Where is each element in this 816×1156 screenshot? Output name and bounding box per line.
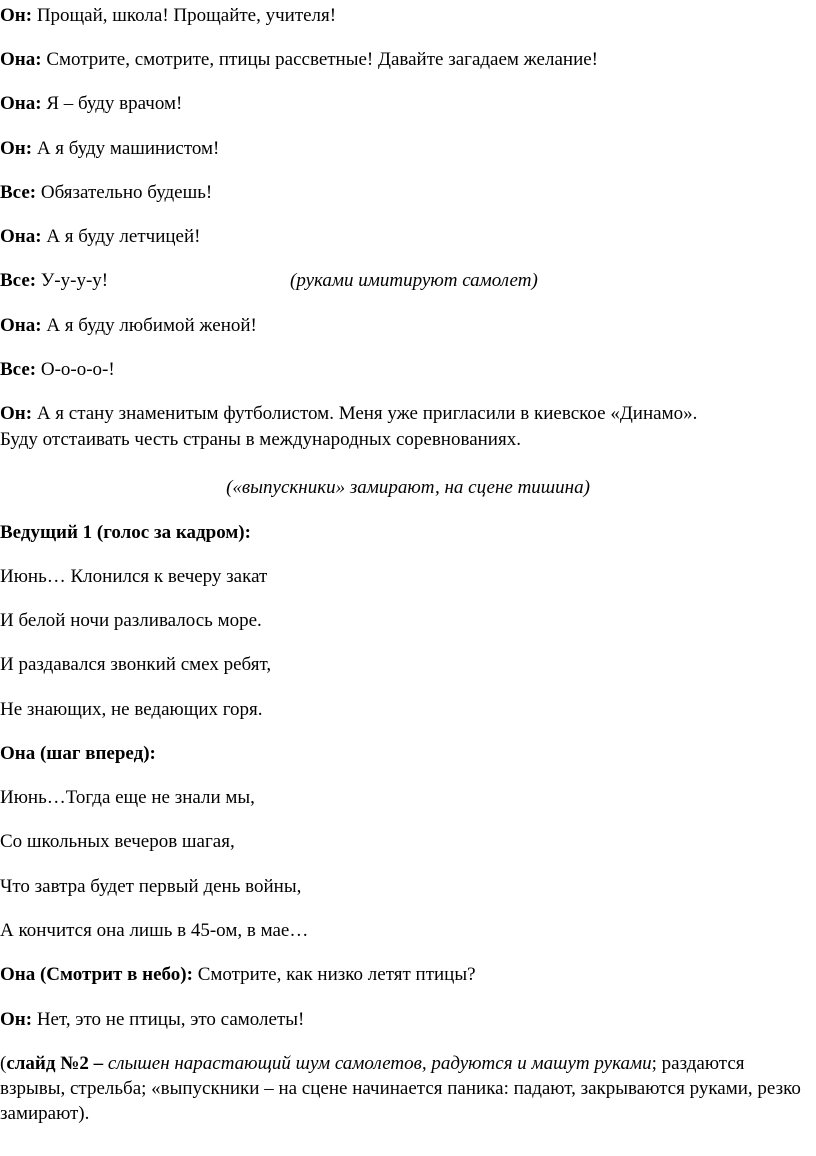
line-text: А я стану знаменитым футболистом. Меня уже пригласили в киевское «Динамо». [32,403,698,424]
poem-line: Что завтра будет первый день войны, [0,876,302,897]
dialogue-line-7 [0,269,108,293]
line-text: Я – буду врачом! [41,93,183,114]
poem-line: Июнь… Клонился к вечеру закат [0,566,268,587]
line-text: Смотрите, смотрите, птицы рассветные! Давайте загадаем желание! [41,49,598,70]
dialogue-line-sky [0,963,476,987]
stage-direction: («выпускники» замирают, на сцене тишина) [226,477,590,498]
dialogue-line-2 [0,48,598,72]
dialogue-line-5 [0,181,212,205]
poem-line: А кончится она лишь в 45-ом, в мае… [0,920,309,941]
slide-label: слайд №2 – [6,1053,104,1074]
speaker-label: Она: [0,315,42,336]
open-paren: ( [0,1053,7,1074]
speaker-label: Он: [0,1009,33,1030]
poem-line: И раздавался звонкий смех ребят, [0,654,272,675]
speaker-label: Все: [0,182,37,203]
speaker-label: Он: [0,138,33,159]
line-text: А я буду летчицей! [41,226,201,247]
poem-line: Со школьных вечеров шагая, [0,831,235,852]
dialogue-line-planes [0,1008,304,1032]
speaker-label: Она: [0,49,42,70]
speaker-label: Все: [0,270,37,291]
poem-line: И белой ночи разливалось море. [0,610,262,631]
line-text: У-у-у-у! [36,270,109,291]
stage-remark: (руками имитируют самолет) [290,270,538,291]
dialogue-line-8 [0,314,257,338]
direction-text: ; раздаются взрывы, стрельба; «выпускники – на сцене начинается паника: падают, закрываются руками, резко замирают). [0,1053,801,1124]
speaker-heading: Она (шаг вперед): [0,743,156,764]
direction-italic: слышен нарастающий шум самолетов, радуются и машут руками [103,1053,652,1074]
poem-line: Июнь…Тогда еще не знали мы, [0,787,255,808]
line-text: Смотрите, как низко летят птицы? [192,964,476,985]
host-heading: Ведущий 1 (голос за кадром): [0,522,251,543]
speaker-label: Он: [0,5,33,26]
dialogue-line-10 [0,402,697,426]
line-text: О-о-о-о-! [36,359,115,380]
line-text: Нет, это не птицы, это самолеты! [32,1009,305,1030]
line-text: А я буду машинистом! [32,138,220,159]
speaker-label: Он: [0,403,33,424]
dialogue-line-4 [0,137,219,161]
line-text: А я буду любимой женой! [41,315,257,336]
speaker-label: Она (Смотрит в небо): [0,964,193,985]
speaker-label: Все: [0,359,37,380]
dialogue-line-3 [0,92,182,116]
dialogue-line-6 [0,225,200,249]
poem-line: Не знающих, не ведающих горя. [0,699,263,720]
dialogue-line-1 [0,4,336,28]
line-text: Обязательно будешь! [36,182,213,203]
dialogue-line-10-continuation: Буду отстаивать честь страны в международных соревнованиях. [0,429,521,450]
speaker-label: Она: [0,226,42,247]
line-text: Прощай, школа! Прощайте, учителя! [32,5,337,26]
dialogue-line-9 [0,358,115,382]
speaker-label: Она: [0,93,42,114]
final-stage-direction [0,1051,808,1126]
